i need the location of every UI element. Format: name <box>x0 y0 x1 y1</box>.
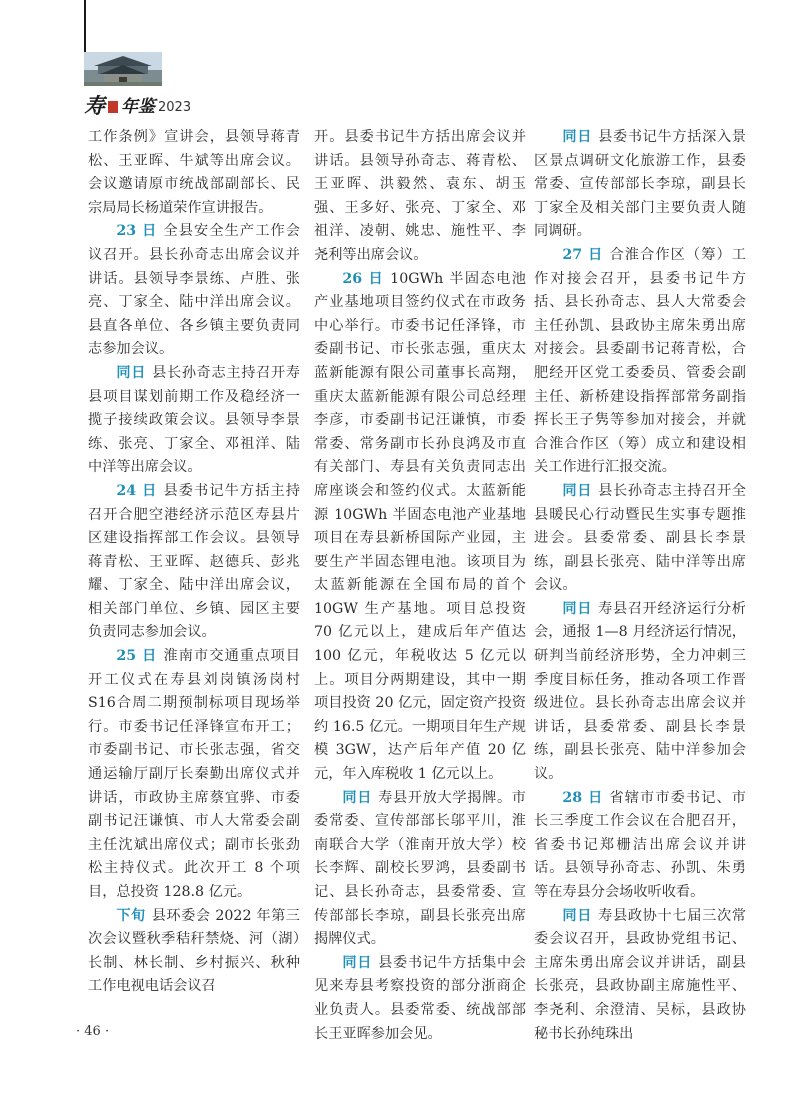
page-number: · 46 · <box>76 1024 110 1039</box>
paragraph: 开。县委书记牛方括出席会议并讲话。县领导孙奇志、蒋青松、王亚晖、洪毅然、袁东、胡玉强、王多好、张亮、丁家全、邓祖洋、凌朝、姚忠、施性平、李尧利等出席会议。 <box>314 129 526 263</box>
date-label: 同日 <box>562 907 593 924</box>
paragraph: 同日 县委书记牛方括集中会见来寿县考察投资的部分浙商企业负责人。县委常委、统战部部长王亚晖参加会见。 <box>314 954 526 1042</box>
brand-seal-icon <box>108 101 118 113</box>
text-column-2 <box>314 126 526 1046</box>
text-column-3 <box>534 126 746 1046</box>
paragraph: 23 日 全县安全生产工作会议召开。县长孙奇志出席会议并讲话。县领导李景练、卢胜、张亮、丁家全、陆中洋出席会议。县直各单位、各乡镇主要负责同志参加会议。 <box>88 223 300 358</box>
paragraph: 28 日 省辖市市委书记、市长三季度工作会议在合肥召开，省委书记郑栅洁出席会议并讲话。县领导孙奇志、孙凯、朱勇等在寿县分会场收听收看。 <box>534 789 746 900</box>
date-label: 同日 <box>116 364 147 381</box>
date-label: 同日 <box>562 129 593 145</box>
brand-calligraphy: 寿 <box>84 93 105 118</box>
date-label: 26 日 <box>342 270 385 287</box>
date-label: 27 日 <box>562 246 604 263</box>
date-label: 24 日 <box>116 482 158 499</box>
date-label: 同日 <box>562 600 593 617</box>
text-column-1 <box>88 126 300 999</box>
paragraph: 同日 县长孙奇志主持召开寿县项目谋划前期工作及稳经济一揽子接续政策会议。县领导李景练、张亮、丁家全、邓祖洋、陆中洋等出席会议。 <box>88 364 300 476</box>
header-gate-image <box>84 52 162 86</box>
yearbook-brand <box>84 86 191 116</box>
paragraph: 同日 寿县召开经济运行分析会，通报 1—8 月经济运行情况，研判当前经济形势，全力冲刺三季度目标任务，推动各项工作晋级进位。县长孙奇志出席会议并讲话，县委常委、副县长李景练，副县长张亮、陆中洋参加会议。 <box>534 600 746 783</box>
date-label: 28 日 <box>562 789 604 806</box>
paragraph: 同日 县长孙奇志主持召开全县暖民心行动暨民生实事专题推进会。县委常委、副县长李景练，副县长张亮、陆中洋等出席会议。 <box>534 482 746 594</box>
paragraph: 工作条例》宣讲会，县领导蒋青松、王亚晖、牛斌等出席会议。会议邀请原市统战部副部长、民宗局局长杨道荣作宣讲报告。 <box>88 129 300 216</box>
paragraph: 24 日 县委书记牛方括主持召开合肥空港经济示范区寿县片区建设指挥部工作会议。县领导蒋青松、王亚晖、赵德兵、彭兆耀、丁家全、陆中洋出席会议，相关部门单位、乡镇、园区主要负责同志参加会议。 <box>88 482 300 641</box>
paragraph: 25 日 淮南市交通重点项目开工仪式在寿县刘岗镇汤岗村S16合周二期预制标项目现场举行。市委书记任泽锋宣布开工；市委副书记、市长张志强，省交通运输厅副厅长秦勤出席仪式并讲话，市政协主席蔡宜骅、市委副书记汪谦慎、市人大常委会副主任沈斌出席仪式；副市长张劲松主持仪式。此次开工 8 个项目，总投资 128.8 亿元。 <box>88 648 300 900</box>
paragraph: 同日 县委书记牛方括深入景区景点调研文化旅游工作，县委常委、宣传部部长李琼，副县长丁家全及相关部门主要负责人随同调研。 <box>534 129 746 240</box>
paragraph: 27 日 合淮合作区（筹）工作对接会召开，县委书记牛方括、县长孙奇志、县人大常委会主任孙凯、县政协主席朱勇出席对接会。县委副书记蒋青松，合肥经开区党工委委员、管委会副主任、新桥建设指挥部常务副指挥长王子隽等参加对接会，并就合淮合作区（筹）成立和建设相关工作进行汇报交流。 <box>534 246 746 476</box>
date-label: 下旬 <box>116 907 146 924</box>
paragraph: 同日 寿县政协十七届三次常委会议召开，县政协党组书记、主席朱勇出席会议并讲话，副县长张亮，县政协副主席施性平、李尧利、余澄清、吴标，县政协秘书长孙纯珠出 <box>534 907 746 1042</box>
date-label: 同日 <box>562 482 593 499</box>
brand-title: 年鉴 <box>121 97 155 117</box>
brand-year: 2023 <box>158 100 192 115</box>
paragraph: 下旬 县环委会 2022 年第三次会议暨秋季秸秆禁烧、河（湖）长制、林长制、乡村振兴、秋种工作电视电话会议召 <box>88 907 300 995</box>
date-label: 25 日 <box>116 648 158 665</box>
date-label: 同日 <box>342 789 373 806</box>
date-label: 同日 <box>342 954 373 971</box>
paragraph: 26 日 10GWh 半固态电池产业基地项目签约仪式在市政务中心举行。市委书记任泽锋，市委副书记、市长张志强，重庆太蓝新能源有限公司董事长高翔，重庆太蓝新能源有限公司总经理李彦，市委副书记汪谦慎，市委常委、常务副市长孙良鸿及市直有关部门、寿县有关负责同志出席座谈会和签约仪式。太蓝新能源 10GWh 半固态电池产业基地项目在寿县新桥国际产业园，主要生产半固态锂电池。该项目为太蓝新能源在全国布局的首个 10GW 生产基地。项目总投资 70 亿元以上，建成后年产值达 100 亿元，年税收达 5 亿元以上。项目分两期建设，其中一期项目投资 20 亿元，固定资产投资约 16.5 亿元。一期项目年生产规模 3GW，达产后年产值 20 亿元，年入库税收 1 亿元以上。 <box>314 270 526 783</box>
paragraph: 同日 寿县开放大学揭牌。市委常委、宣传部部长邬平川，淮南联合大学（淮南开放大学）校长李辉、副校长罗鸿，县委副书记、县长孙奇志，县委常委、宣传部部长李琼，副县长张亮出席揭牌仪式。 <box>314 789 526 948</box>
date-label: 23 日 <box>116 223 158 240</box>
